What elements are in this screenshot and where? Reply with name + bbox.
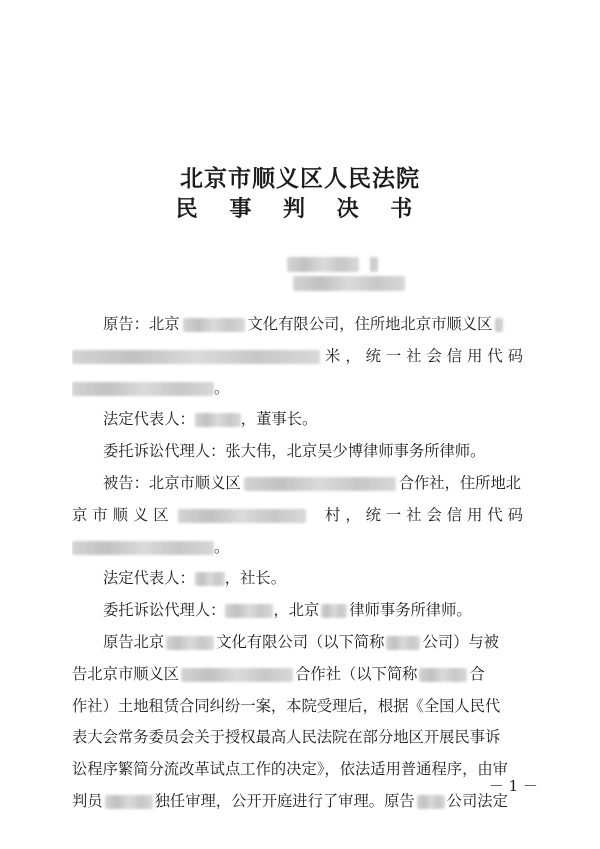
body-text: 判员 [72, 791, 103, 810]
redaction [386, 636, 420, 650]
defendant-representative-line [72, 563, 528, 595]
body-text: 讼程序繁简分流改革试点工作的决定》，依法适用普通程序，由审 [72, 760, 508, 779]
redaction [417, 795, 445, 809]
body-text: 原告：北京 [103, 315, 180, 333]
body-text: 委托诉讼代理人： [103, 601, 226, 620]
case-intro-line [72, 659, 528, 691]
body-text: 告北京市顺义区 [72, 664, 180, 683]
redaction [225, 604, 273, 618]
body-text: 被告：北京市顺义区 [103, 473, 241, 492]
court-title: 北京市顺义区人民法院 [180, 165, 420, 192]
redaction [181, 668, 293, 682]
body-text: 村，统一社会信用代码 [325, 505, 528, 524]
body-text: 米，统一社会信用代码 [325, 346, 528, 365]
body-text: 。 [214, 378, 230, 397]
body-text: 作社）土地租赁合同纠纷一案，本院受理后，根据《全国人民代 [72, 696, 501, 715]
body-text: ，董事长。 [240, 410, 318, 429]
body-text: 文化有限公司，住所地北京市顺义区 [247, 315, 493, 333]
redaction [195, 572, 225, 586]
judgment-body [72, 309, 528, 818]
redaction [419, 668, 467, 682]
plaintiff-line [72, 309, 528, 341]
case-number-redacted [287, 254, 495, 271]
redaction [195, 413, 241, 427]
plaintiff-address-line [72, 341, 528, 373]
body-text: 原告北京 [103, 632, 165, 651]
body-text: 合作社，住所地北 [398, 473, 522, 492]
defendant-agent-line [72, 595, 528, 627]
body-text: 公司法定 [446, 791, 508, 810]
body-text: ，社长。 [224, 569, 286, 588]
redaction [183, 318, 245, 332]
redaction [72, 382, 214, 396]
body-text: ，北京 [273, 601, 320, 620]
document-type-title: 民 事 判 决 书 [175, 196, 425, 222]
case-intro-line [72, 691, 528, 723]
redaction [244, 477, 396, 491]
defendant-line [72, 468, 528, 500]
body-text: 文化有限公司（以下简称 [216, 632, 385, 651]
body-text: 合作社（以下简称 [295, 664, 418, 683]
redaction [105, 795, 153, 809]
redaction [166, 636, 214, 650]
case-intro-line [72, 722, 528, 754]
case-intro-line [72, 754, 528, 786]
page-number: － 1 － [488, 777, 538, 795]
case-intro-line [72, 786, 528, 818]
body-text: 法定代表人： [103, 410, 195, 429]
body-text: 。 [214, 537, 230, 556]
plaintiff-representative-line [72, 404, 528, 436]
body-text: 公司）与被 [422, 632, 499, 651]
body-text: 法定代表人： [103, 569, 195, 588]
plaintiff-agent-line [72, 436, 528, 468]
plaintiff-credit-code-line [72, 373, 528, 405]
case-intro-line [72, 627, 528, 659]
redaction [495, 318, 503, 332]
body-text: 委托诉讼代理人：张大伟，北京吴少博律师事务所律师。 [103, 442, 486, 461]
redaction [72, 541, 214, 555]
redaction [72, 350, 320, 364]
body-text: 律师事务所律师。 [349, 601, 472, 620]
body-text: 京市顺义区 [72, 505, 174, 524]
body-text: 独任审理，公开开庭进行了审理。原告 [154, 791, 415, 810]
body-text: 表大会常务委员会关于授权最高人民法院在部分地区开展民事诉 [72, 728, 501, 747]
body-text: 合 [469, 664, 485, 683]
redaction [321, 604, 347, 618]
defendant-credit-code-line [72, 532, 528, 564]
redaction [178, 509, 306, 523]
defendant-address-line [72, 500, 528, 532]
